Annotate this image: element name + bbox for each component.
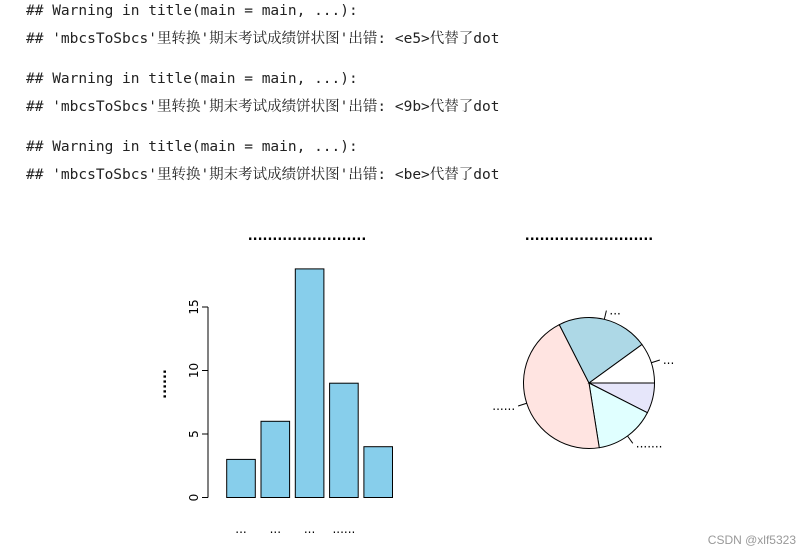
bar xyxy=(227,459,256,497)
y-tick-label: 15 xyxy=(187,299,201,315)
pie-chart-slices xyxy=(524,318,655,449)
bar xyxy=(295,269,324,498)
bar-chart xyxy=(155,229,393,536)
console-warning-line: ## Warning in title(main = main, ...): xyxy=(26,71,358,87)
x-tick-label: ... xyxy=(269,522,282,536)
pie-slice-label: ... xyxy=(609,303,621,318)
bar xyxy=(330,383,359,497)
pie-label-leader xyxy=(627,436,632,443)
bar xyxy=(261,421,290,497)
console-error-line: ## 'mbcsToSbcs'里转换'期末考试成绩饼状图'出错: <be>代替了dot xyxy=(26,167,500,183)
x-tick-label: ...... xyxy=(332,522,356,536)
pie-chart-title: .......................... xyxy=(524,229,654,244)
pie-label-leader xyxy=(604,311,606,320)
bar xyxy=(364,447,393,498)
console-error-line: ## 'mbcsToSbcs'里转换'期末考试成绩饼状图'出错: <9b>代替了dot xyxy=(26,99,500,115)
console-error-line: ## 'mbcsToSbcs'里转换'期末考试成绩饼状图'出错: <e5>代替了dot xyxy=(26,31,500,47)
pie-label-leader xyxy=(518,403,527,406)
y-tick-label: 10 xyxy=(187,362,201,379)
console-warning-line: ## Warning in title(main = main, ...): xyxy=(26,139,358,155)
bar-chart-y-axis xyxy=(187,299,208,501)
pie-chart xyxy=(492,229,674,450)
pie-label-leader xyxy=(651,360,660,363)
x-tick-label: ... xyxy=(303,522,316,536)
y-tick-label: 5 xyxy=(187,430,201,438)
bar-chart-x-tick-labels xyxy=(235,522,355,536)
pie-slice-label: ...... xyxy=(492,399,516,414)
console-warning-line: ## Warning in title(main = main, ...): xyxy=(26,3,358,19)
y-tick-label: 0 xyxy=(187,493,201,502)
bar-chart-title: ........................ xyxy=(247,229,367,244)
x-tick-label: ... xyxy=(235,522,247,536)
watermark: CSDN @xlf5323 xyxy=(707,533,796,547)
pie-slice-label: ....... xyxy=(635,436,663,451)
bar-chart-bars xyxy=(227,269,393,498)
bar-chart-y-axis-label: ...... xyxy=(155,369,170,399)
pie-slice-label: ... xyxy=(662,352,675,367)
